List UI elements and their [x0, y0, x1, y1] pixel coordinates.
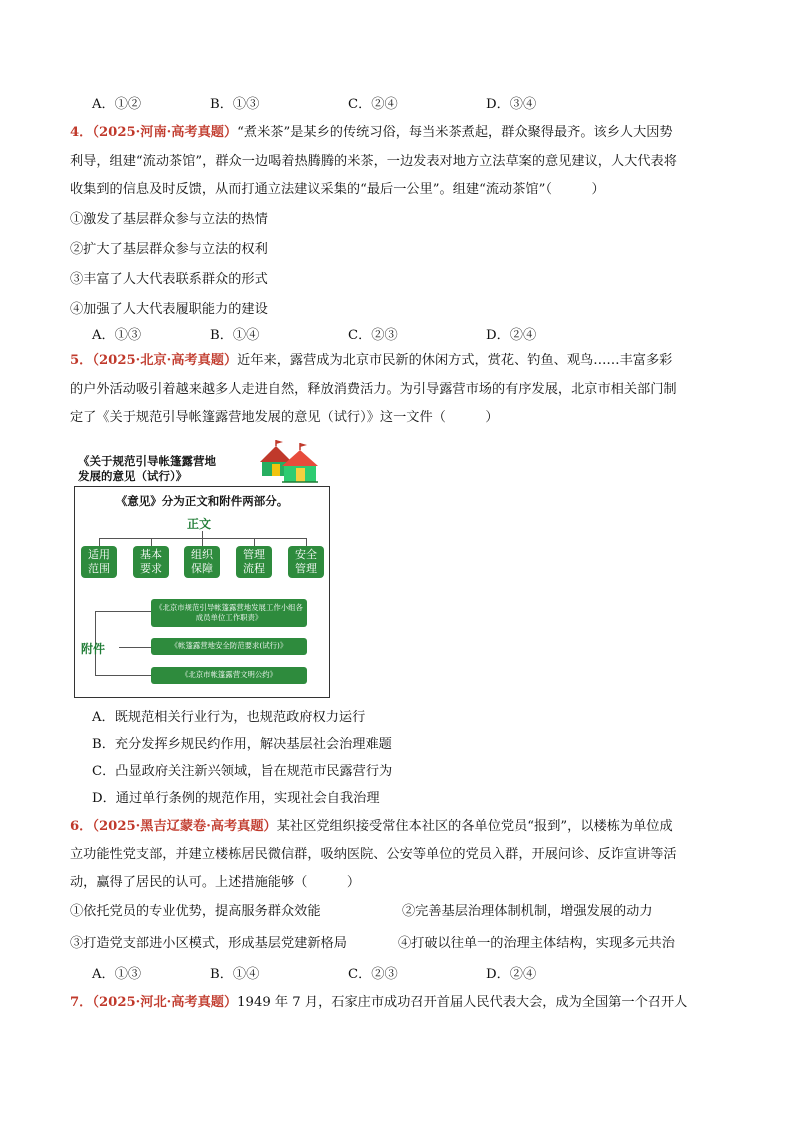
q5-stem-line-2: 的户外活动吸引着越来越多人走进自然，释放消费活力。为引导露营市场的有序发展，北京市相关部门制: [70, 382, 677, 397]
figure-diagram-box: [74, 486, 330, 698]
q6-statement-4: ④打破以往单一的治理主体结构，实现多元共治: [398, 936, 675, 951]
q4-statement-1: ①激发了基层群众参与立法的热情: [70, 212, 268, 227]
q7-stem-line-1: [70, 993, 687, 1013]
q6-statement-1: ①依托党员的专业优势，提高服务群众效能: [70, 904, 321, 919]
q5-stem-line-1: [70, 351, 672, 371]
figure-box-scope: 适用 范围: [81, 546, 117, 578]
q5-choice-d[interactable]: D．通过单行条例的规范作用，实现社会自我治理: [92, 791, 380, 806]
q4-stem-line-3: 收集到的信息及时反馈，从而打通立法建议采集的“最后一公里”。组建“流动茶馆”（ ）: [70, 182, 605, 197]
q6-source: （2025·黑吉辽蒙卷·高考真题）: [92, 819, 277, 834]
figure-zhengwen-label: 正文: [187, 517, 212, 531]
figure-box-process: 管理 流程: [236, 546, 272, 578]
q6-statement-3: ③打造党支部进小区模式，形成基层党建新格局: [70, 936, 347, 951]
q5-figure: [74, 444, 332, 700]
q6-statement-2: ②完善基层治理体制机制，增强发展的动力: [402, 904, 653, 919]
q7-source: （2025·河北·高考真题）: [92, 995, 238, 1010]
q4-stem-line-2: 利导，组建“流动茶馆”，群众一边喝着热腾腾的米茶，一边发表对地方立法草案的意见建议，人大代表将: [70, 154, 677, 169]
figure-attachment-2: 《帐篷露营地安全防范要求(试行)》: [151, 638, 307, 655]
tent-icon: [256, 438, 322, 484]
q6-stem-text-1: 某社区党组织接受常住本社区的各单位党员“报到”，以楼栋为单位成: [276, 819, 673, 834]
q6-stem-line-2: 立功能性党支部，并建立楼栋居民微信群，吸纳医院、公安等单位的党员入群，开展问诊、反诈宣讲等活: [70, 847, 677, 862]
q7-number: 7．: [70, 995, 93, 1010]
q6-option-b[interactable]: B．①④: [210, 967, 260, 982]
figure-box-organization: 组织 保障: [184, 546, 220, 578]
q4-option-b[interactable]: B．①④: [210, 328, 260, 343]
figure-title-line-1: 《关于规范引导帐篷露营地: [78, 454, 216, 468]
q4-option-a[interactable]: A．①③: [92, 328, 142, 343]
q5-stem-text-1: 近年来，露营成为北京市民新的休闲方式，赏花、钓鱼、观鸟……丰富多彩: [237, 353, 673, 368]
figure-intro: 《意见》分为正文和附件两部分。: [115, 494, 289, 508]
q6-option-c[interactable]: C．②③: [348, 967, 398, 982]
q5-choice-b[interactable]: B．充分发挥乡规民约作用，解决基层社会治理难题: [92, 737, 392, 752]
q3-option-b[interactable]: B．①③: [210, 97, 260, 112]
q4-stem-line-1: [70, 123, 673, 143]
q6-option-a[interactable]: A．①③: [92, 967, 142, 982]
figure-box-requirements: 基本 要求: [133, 546, 169, 578]
q7-stem-text-1: 1949 年 7 月，石家庄市成功召开首届人民代表大会，成为全国第一个召开人: [237, 995, 688, 1010]
q4-stem-text-1: “煮米茶”是某乡的传统习俗，每当米茶煮起，群众聚得最齐。该乡人大因势: [237, 125, 673, 140]
q4-statement-3: ③丰富了人大代表联系群众的形式: [70, 272, 268, 287]
q4-number: 4．: [70, 125, 93, 140]
q6-stem-line-3: 动，赢得了居民的认可。上述措施能够（ ）: [70, 875, 361, 890]
q4-option-c[interactable]: C．②③: [348, 328, 398, 343]
q5-stem-line-3: 定了《关于规范引导帐篷露营地发展的意见（试行）》这一文件（ ）: [70, 410, 499, 425]
figure-fujian-label: 附件: [81, 642, 106, 656]
figure-box-safety: 安全 管理: [288, 546, 324, 578]
figure-attachment-3: 《北京市帐篷露营文明公约》: [151, 667, 307, 684]
q5-choice-c[interactable]: C．凸显政府关注新兴领域，旨在规范市民露营行为: [92, 764, 393, 779]
q3-option-d[interactable]: D．③④: [486, 97, 537, 112]
q4-option-d[interactable]: D．②④: [486, 328, 537, 343]
figure-title-line-2: 发展的意见（试行）》: [78, 469, 188, 483]
q6-option-d[interactable]: D．②④: [486, 967, 537, 982]
q5-source: （2025·北京·高考真题）: [92, 353, 238, 368]
figure-attachment-1: 《北京市规范引导帐篷露营地发展工作小组各成员单位工作职责》: [151, 599, 307, 627]
q3-option-a[interactable]: A．①②: [92, 97, 142, 112]
q4-source: （2025·河南·高考真题）: [92, 125, 238, 140]
q5-choice-a[interactable]: A．既规范相关行业行为，也规范政府权力运行: [92, 710, 366, 725]
q3-option-c[interactable]: C．②④: [348, 97, 398, 112]
q4-statement-2: ②扩大了基层群众参与立法的权利: [70, 242, 268, 257]
q6-stem-line-1: [70, 817, 673, 837]
q6-number: 6．: [70, 819, 93, 834]
q4-statement-4: ④加强了人大代表履职能力的建设: [70, 302, 268, 317]
q5-number: 5．: [70, 353, 93, 368]
figure-title: [78, 454, 216, 484]
